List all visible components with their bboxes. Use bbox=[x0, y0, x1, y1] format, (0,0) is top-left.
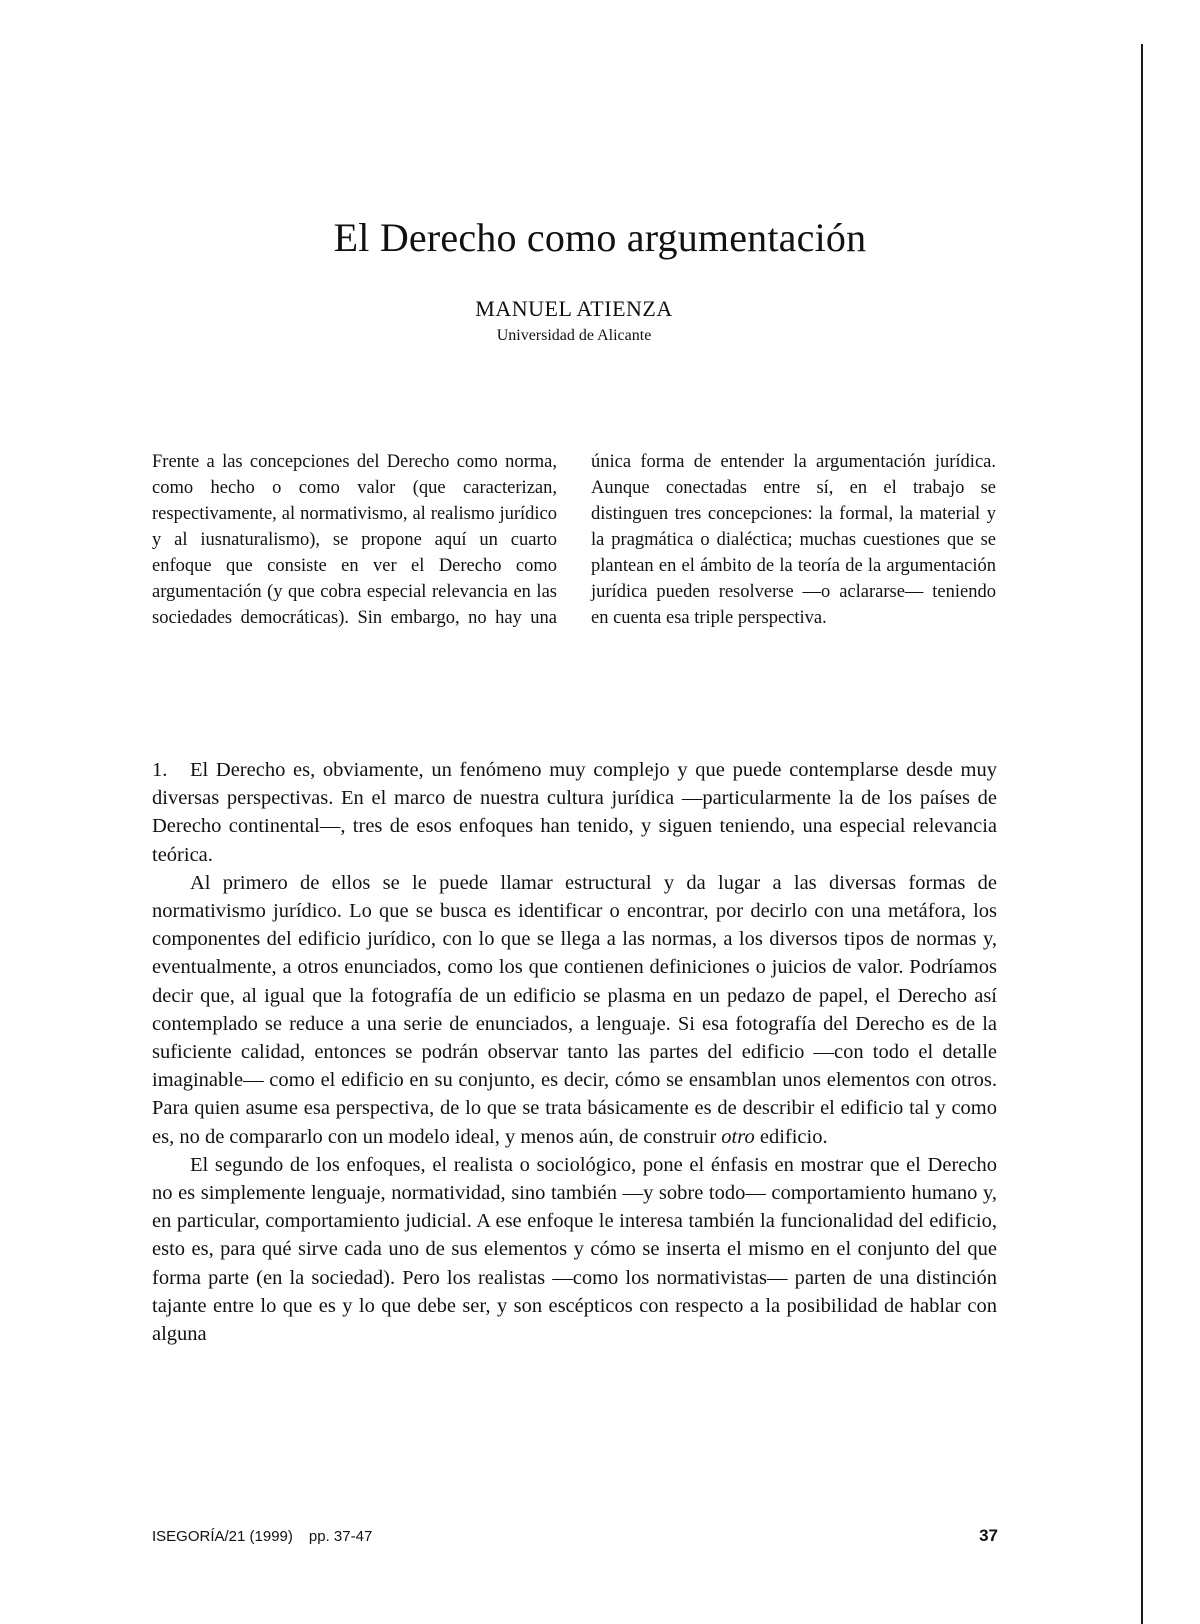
page-range: pp. 37-47 bbox=[308, 1528, 373, 1545]
paragraph-2-text-b: edificio. bbox=[754, 1125, 828, 1148]
paragraph-2-italic-word: otro bbox=[721, 1125, 755, 1148]
journal-name: ISEGORÍA/21 (1999) bbox=[152, 1528, 293, 1545]
section-number: 1. bbox=[152, 759, 168, 781]
author-name: MANUEL ATIENZA bbox=[475, 296, 673, 321]
footer-journal-citation bbox=[152, 1528, 372, 1545]
page-edge-rule bbox=[1141, 44, 1143, 1624]
paragraph-2-text-a: Al primero de ellos se le puede llamar estructural y da lugar a las diversas formas de normativismo jurídico. Lo que se busca es identificar o encontrar, por decirlo con una metáfora, los componentes del edificio jurídico, con lo que se llega a las normas, a los diversos tipos de normas y, eventualmente, a otros enunciados, como los que contienen definiciones o juicios de valor. Podríamos decir que, al igual que la fotografía de un edificio se plasma en un pedazo de papel, el Derecho así contemplado se reduce a una serie de enunciados, a lenguaje. Si esa fotografía del Derecho es de la suficiente calidad, entonces se podrán observar tanto las partes del edificio —con todo el detalle imaginable— como el edificio en su conjunto, es decir, cómo se ensamblan unos elementos con otros. Para quien asume esa perspectiva, de lo que se trata básicamente es de describir el edificio tal y como es, no de compararlo con un modelo ideal, y menos aún, de construir bbox=[152, 871, 997, 1148]
paragraph-1 bbox=[152, 756, 997, 869]
author-affiliation: Universidad de Alicante bbox=[496, 327, 652, 344]
paragraph-1-text: El Derecho es, obviamente, un fenómeno muy complejo y que puede contemplarse desde muy diversas perspectivas. En el marco de nuestra cultura jurídica —particularmente la de los países de Derecho continental—, tres de esos enfoques han tenido, y siguen teniendo, una especial relevancia teórica. bbox=[152, 759, 997, 866]
paragraph-2 bbox=[152, 869, 997, 1151]
article-title: El Derecho como argumentación bbox=[333, 215, 867, 260]
page-number: 37 bbox=[979, 1526, 998, 1545]
abstract: Frente a las concepciones del Derecho como norma, como hecho o como valor (que caracterizan, respectivamente, al normativismo, al realismo jurídico y al iusnaturalismo), se propone aquí un cuarto enfoque que consiste en ver el Derecho como argumentación (y que cobra especial relevancia en las sociedades democráticas). Sin embargo, no hay una única forma de entender la argumentación jurídica. Aunque conectadas entre sí, en el trabajo se distinguen tres concepciones: la formal, la material y la pragmática o dialéctica; muchas cuestiones que se plantean en el ámbito de la teoría de la argumentación jurídica pueden resolverse —o aclararse— teniendo en cuenta esa triple perspectiva. bbox=[152, 452, 996, 628]
body-text bbox=[152, 756, 997, 1348]
paragraph-3: El segundo de los enfoques, el realista o sociológico, pone el énfasis en mostrar que el Derecho no es simplemente lenguaje, normatividad, sino también —y sobre todo— comportamiento humano y, en particular, comportamiento judicial. A ese enfoque le interesa también la funcionalidad del edificio, esto es, para qué sirve cada uno de sus elementos y cómo se inserta el mismo en el conjunto del que forma parte (en la sociedad). Pero los realistas —como los normativistas— parten de una distinción tajante entre lo que es y lo que debe ser, y son escépticos con respecto a la posibilidad de hablar con alguna bbox=[152, 1153, 997, 1346]
